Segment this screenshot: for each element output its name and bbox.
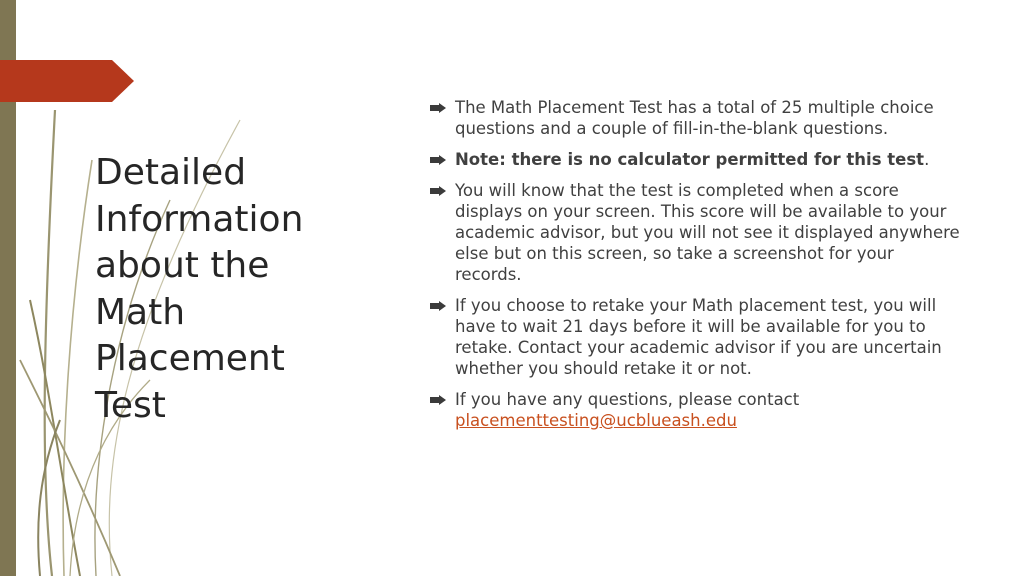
bullet-text: You will know that the test is completed when a score displays on your screen. This score will be available to your academic advisor, but you will not see it displayed anywhere else but on this screen, so take a screenshot for your records.	[455, 181, 960, 284]
email-link[interactable]: placementtesting@ucblueash.edu	[455, 411, 737, 430]
bullet-text: If you choose to retake your Math placement test, you will have to wait 21 days before it will be available for you to retake. Contact your academic advisor if you are uncertain whether you should retake it or not.	[455, 296, 942, 378]
right-chevron-arrow-icon	[430, 186, 446, 196]
bullet-item	[425, 149, 960, 170]
bullet-item	[425, 295, 960, 379]
right-chevron-arrow-icon	[430, 155, 446, 165]
bullet-list	[425, 97, 960, 441]
bullet-text: .	[924, 150, 930, 169]
bullet-item	[425, 180, 960, 285]
slide-title: Detailed Information about the Math Placement Test	[95, 152, 304, 426]
bullet-text: If you have any questions, please contact	[455, 390, 800, 409]
bullet-item	[425, 389, 960, 431]
bullet-item	[425, 97, 960, 139]
bullet-text: The Math Placement Test has a total of 25 multiple choice questions and a couple of fill-in-the-blank questions.	[455, 98, 934, 138]
bullet-bold-text: Note: there is no calculator permitted for this test	[455, 150, 925, 169]
right-chevron-arrow-icon	[430, 395, 446, 405]
right-chevron-arrow-icon	[430, 301, 446, 311]
right-chevron-arrow-icon	[430, 103, 446, 113]
